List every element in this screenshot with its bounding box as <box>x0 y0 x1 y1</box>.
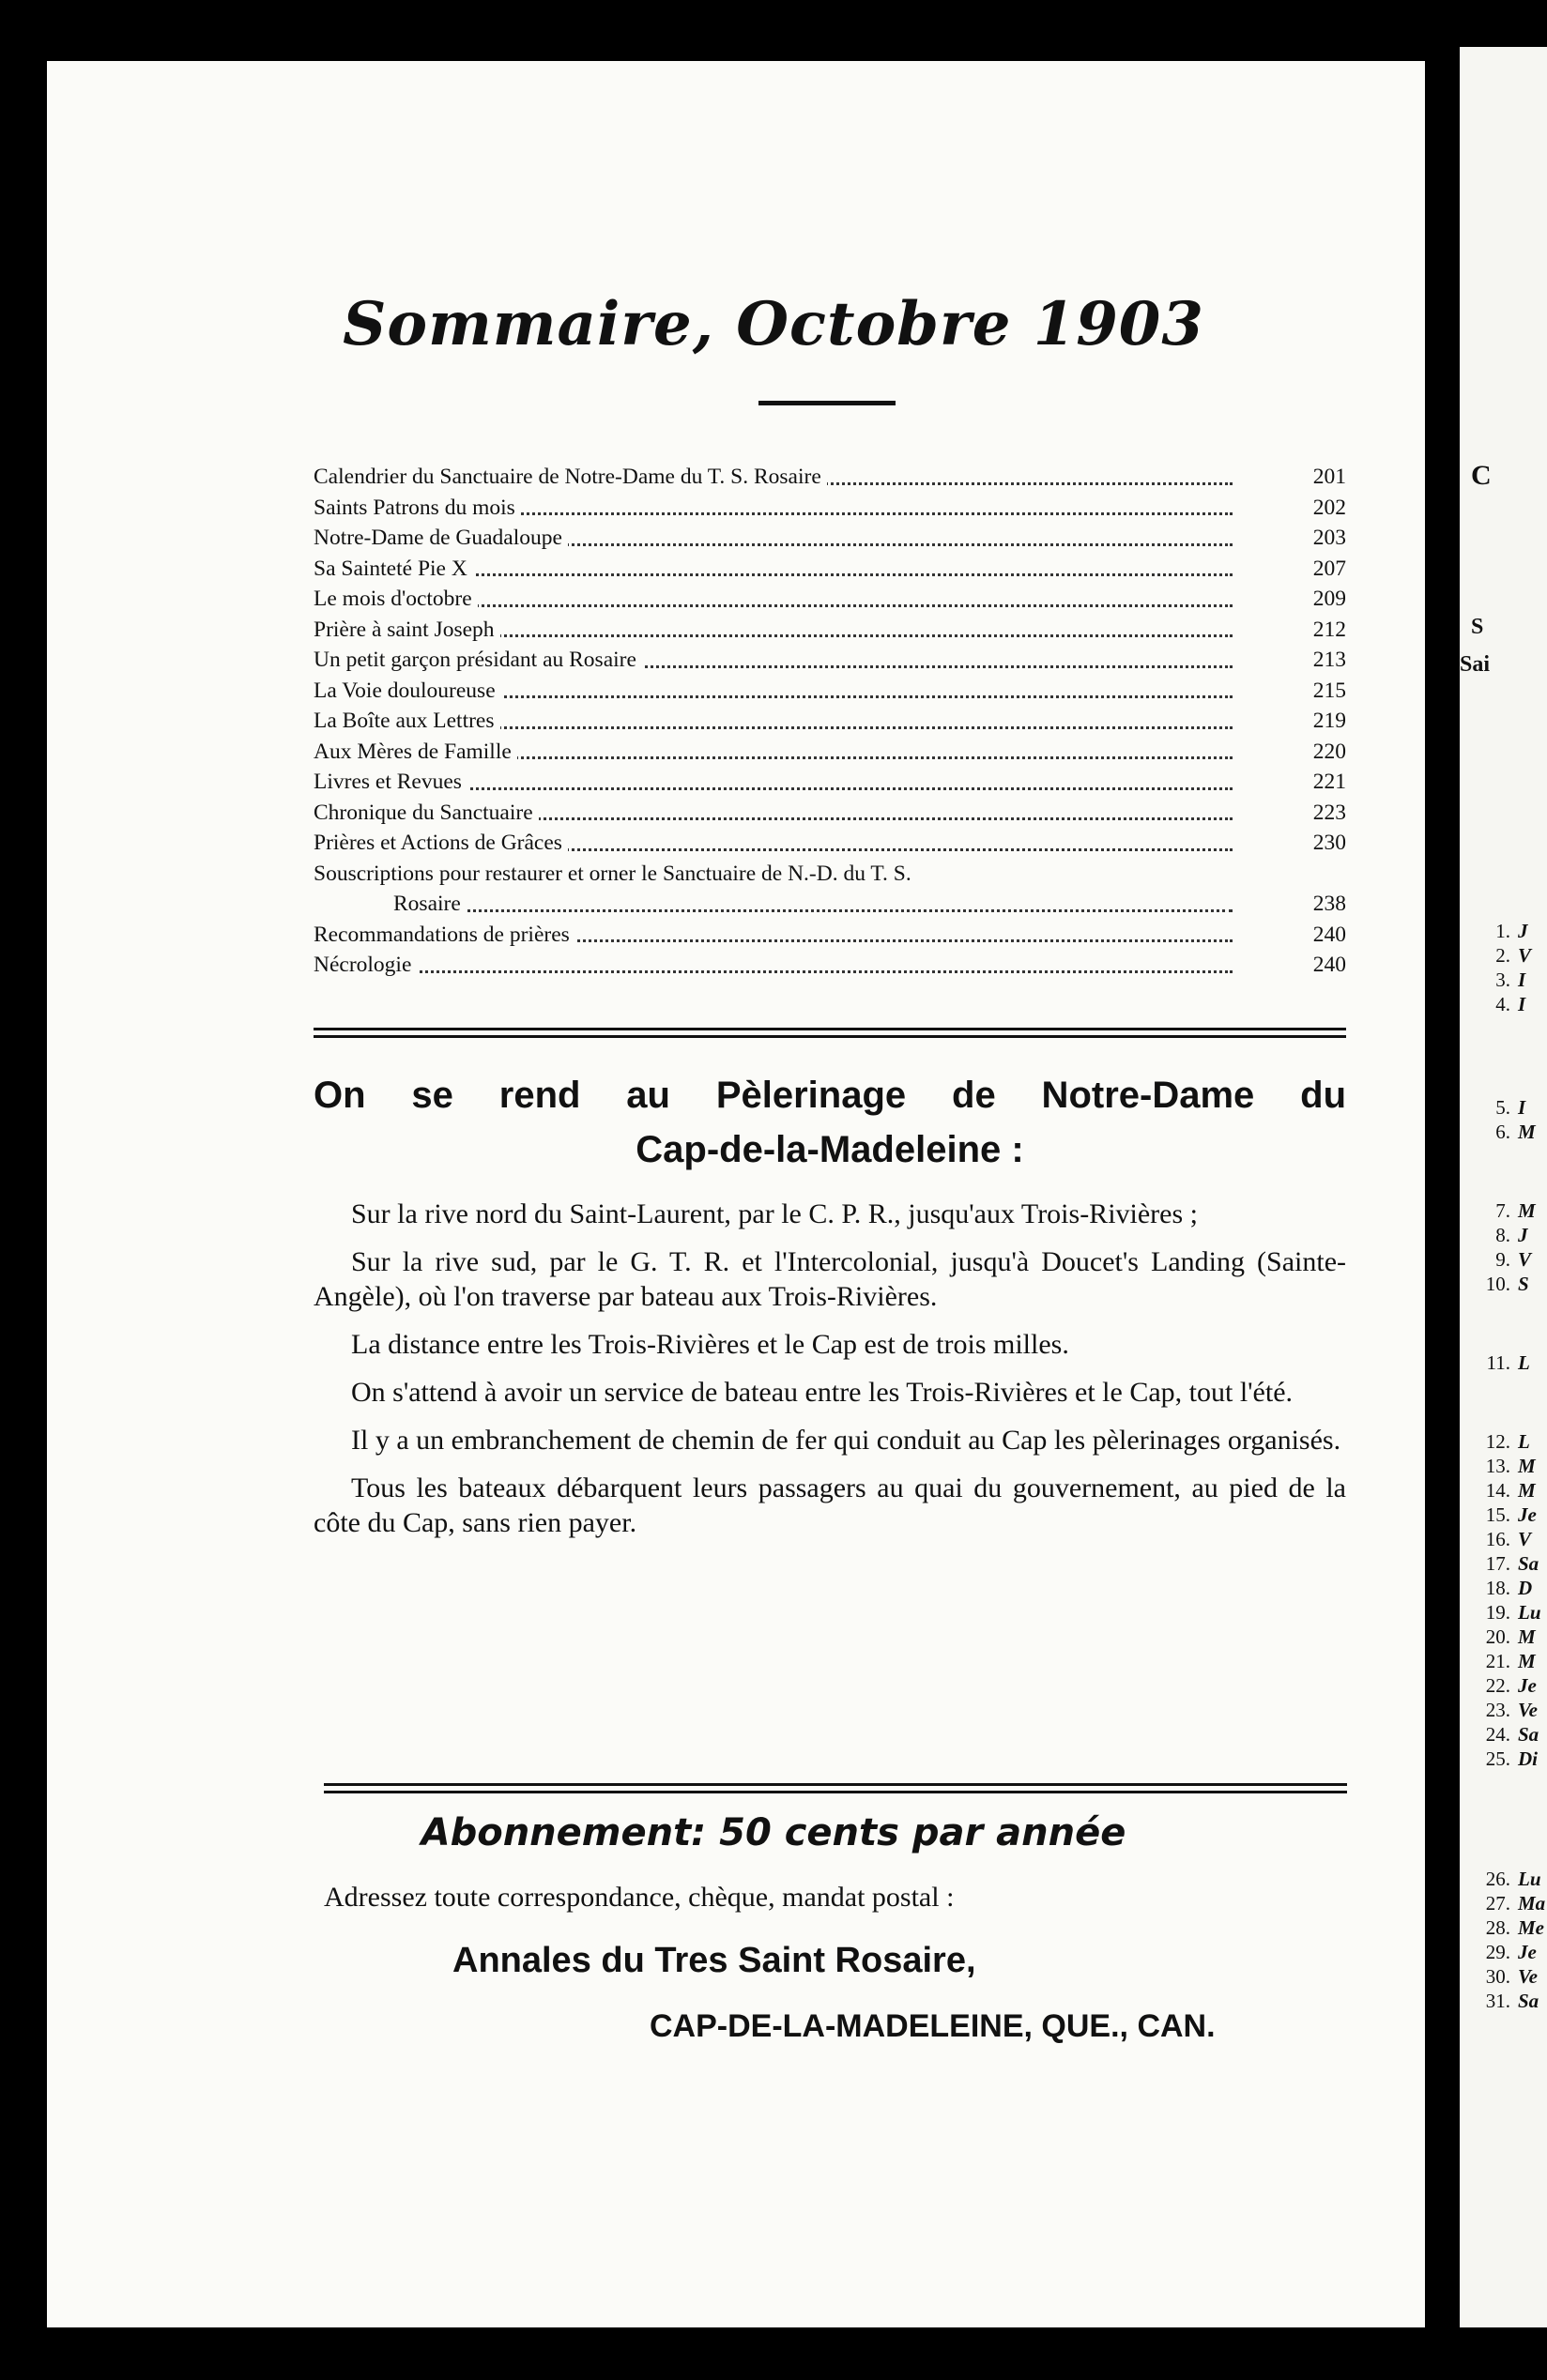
right-page-row <box>1471 1528 1547 1551</box>
paragraph: Il y a un embranchement de chemin de fer qui conduit au Cap les pèlerinages organisés. <box>351 1425 1341 1456</box>
day-label-fragment: Lu <box>1518 1601 1541 1624</box>
paragraph: On s'attend à avoir un service de bateau entre les Trois-Rivières et le Cap, tout l'été. <box>351 1377 1294 1408</box>
right-page-row <box>1471 1601 1547 1625</box>
right-page-row <box>1471 1577 1547 1600</box>
day-number: 1. <box>1495 920 1510 942</box>
toc-entry <box>393 889 1238 920</box>
toc-page-number: 213 <box>1312 648 1346 672</box>
toc-entry <box>314 798 1238 829</box>
toc-row <box>314 554 1346 585</box>
toc-row <box>314 950 1346 981</box>
toc-page-number: 203 <box>1312 526 1346 550</box>
day-label-fragment: S <box>1518 1273 1529 1295</box>
toc-page-number: 212 <box>1312 617 1346 642</box>
toc-entry <box>314 828 1238 859</box>
section-divider <box>324 1783 1347 1793</box>
toc-entry <box>314 859 1346 890</box>
day-number: 20. <box>1485 1625 1510 1648</box>
day-number: 15. <box>1485 1503 1510 1526</box>
day-number: 31. <box>1485 1990 1510 2012</box>
day-number: 25. <box>1485 1747 1510 1770</box>
toc-page-number: 240 <box>1312 953 1346 977</box>
right-page-row <box>1471 1248 1547 1272</box>
day-number: 18. <box>1485 1577 1510 1599</box>
right-page-row <box>1471 1096 1547 1120</box>
day-number: 9. <box>1495 1248 1510 1271</box>
pilgrimage-paragraphs <box>314 1197 1346 1553</box>
toc-page-number: 238 <box>1312 892 1346 916</box>
day-number: 16. <box>1485 1528 1510 1550</box>
day-label-fragment: M <box>1518 1455 1536 1477</box>
day-label-fragment: V <box>1518 1248 1532 1271</box>
table-of-contents <box>314 462 1346 981</box>
day-number: 28. <box>1485 1916 1510 1939</box>
toc-page-number: 219 <box>1312 709 1346 733</box>
toc-title: Prières et Actions de Grâces <box>314 831 568 855</box>
toc-title: La Boîte aux Lettres <box>314 709 500 733</box>
right-page-row <box>1471 1699 1547 1722</box>
day-label-fragment: Sa <box>1518 1723 1539 1746</box>
toc-entry <box>314 676 1238 707</box>
toc-page-number: 201 <box>1312 465 1346 489</box>
right-page-row <box>1471 944 1547 968</box>
day-number: 24. <box>1485 1723 1510 1746</box>
day-label-fragment: D <box>1518 1577 1533 1599</box>
right-page-row <box>1471 969 1547 992</box>
right-page-row <box>1471 1430 1547 1454</box>
toc-row <box>314 798 1346 829</box>
right-page-row <box>1471 1650 1547 1673</box>
toc-page-number: 209 <box>1312 587 1346 611</box>
day-number: 10. <box>1485 1273 1510 1295</box>
toc-row <box>314 676 1346 707</box>
day-label-fragment: Je <box>1518 1503 1537 1526</box>
day-number: 21. <box>1485 1650 1510 1672</box>
day-label-fragment: I <box>1518 1096 1526 1119</box>
toc-title: Notre-Dame de Guadaloupe <box>314 526 568 550</box>
toc-title: Saints Patrons du mois <box>314 496 521 520</box>
right-page-heading: C <box>1471 460 1492 491</box>
right-page-row <box>1471 1503 1547 1527</box>
title-divider <box>758 401 896 405</box>
toc-row <box>314 645 1346 676</box>
day-number: 3. <box>1495 969 1510 991</box>
pilgrimage-heading-line2: Cap-de-la-Madeleine : <box>636 1129 1024 1170</box>
toc-row <box>314 889 1346 920</box>
day-label-fragment: M <box>1518 1650 1536 1672</box>
right-page-row <box>1471 1199 1547 1223</box>
toc-page-number: 221 <box>1312 770 1346 794</box>
publication-place: CAP-DE-LA-MADELEINE, QUE., CAN. <box>650 2008 1216 2044</box>
day-number: 23. <box>1485 1699 1510 1721</box>
paragraph: Tous les bateaux débarquent leurs passagers au quai du gouvernement, au pied de la côte du Cap, sans rien payer. <box>314 1472 1346 1538</box>
right-page-row <box>1471 1224 1547 1247</box>
day-label-fragment: Sa <box>1518 1552 1539 1575</box>
right-page-row <box>1471 993 1547 1016</box>
day-label-fragment: Ve <box>1518 1699 1538 1721</box>
toc-page-number: 215 <box>1312 678 1346 703</box>
day-number: 13. <box>1485 1455 1510 1477</box>
day-number: 12. <box>1485 1430 1510 1453</box>
right-page-row <box>1471 1121 1547 1144</box>
toc-title: Aux Mères de Famille <box>314 740 517 764</box>
day-label-fragment: V <box>1518 1528 1532 1550</box>
toc-title: La Voie douloureuse <box>314 679 501 703</box>
day-number: 27. <box>1485 1892 1510 1915</box>
day-number: 22. <box>1485 1674 1510 1697</box>
toc-row <box>314 584 1346 615</box>
toc-entry <box>314 767 1238 798</box>
right-page-row <box>1471 1723 1547 1747</box>
toc-title: Prière à saint Joseph <box>314 618 500 642</box>
publication-name: Annales du Tres Saint Rosaire, <box>452 1941 976 1980</box>
toc-entry <box>314 554 1238 585</box>
right-page-row <box>1471 1892 1547 1915</box>
right-page-row <box>1471 1941 1547 1964</box>
toc-title: Rosaire <box>393 892 467 916</box>
toc-title: Calendrier du Sanctuaire de Notre-Dame du T. S. Rosaire <box>314 465 827 489</box>
toc-row <box>314 462 1346 493</box>
day-number: 11. <box>1486 1351 1510 1374</box>
day-label-fragment: M <box>1518 1121 1536 1143</box>
paragraph: La distance entre les Trois-Rivières et le Cap est de trois milles. <box>351 1329 1069 1360</box>
day-number: 2. <box>1495 944 1510 967</box>
day-label-fragment: M <box>1518 1625 1536 1648</box>
day-label-fragment: Lu <box>1518 1868 1541 1890</box>
day-number: 19. <box>1485 1601 1510 1624</box>
day-label-fragment: Je <box>1518 1674 1537 1697</box>
toc-entry <box>314 584 1238 615</box>
toc-title: Souscriptions pour restaurer et orner le Sanctuaire de N.-D. du T. S. <box>314 862 917 886</box>
day-label-fragment: L <box>1518 1351 1530 1374</box>
day-label-fragment: Ma <box>1518 1892 1546 1915</box>
right-page-row <box>1471 1965 1547 1989</box>
subscription-heading: Abonnement: 50 cents par année <box>421 1811 1126 1854</box>
right-page-row <box>1471 1916 1547 1940</box>
right-page-row <box>1471 1868 1547 1891</box>
day-number: 26. <box>1485 1868 1510 1890</box>
toc-row <box>314 493 1346 524</box>
toc-title: Chronique du Sanctuaire <box>314 801 539 825</box>
day-label-fragment: Ve <box>1518 1965 1538 1988</box>
left-page <box>47 61 1425 2327</box>
day-label-fragment: L <box>1518 1430 1530 1453</box>
day-label-fragment: M <box>1518 1479 1536 1502</box>
toc-entry <box>314 950 1238 981</box>
toc-row <box>314 920 1346 951</box>
right-page-heading: Sai <box>1460 652 1491 677</box>
day-label-fragment: I <box>1518 993 1526 1015</box>
day-number: 8. <box>1495 1224 1510 1246</box>
toc-title: Nécrologie <box>314 953 417 977</box>
toc-title: Recommandations de prières <box>314 923 575 947</box>
right-page-row <box>1471 1747 1547 1771</box>
paragraph: Sur la rive sud, par le G. T. R. et l'Intercolonial, jusqu'à Doucet's Landing (Sainte-Angèle), où l'on traverse par bateau aux Trois-Rivières. <box>314 1246 1346 1312</box>
toc-row <box>314 523 1346 554</box>
pilgrimage-heading <box>314 1068 1346 1177</box>
address-line: Adressez toute correspondance, chèque, mandat postal : <box>324 1882 955 1913</box>
toc-page-number: 220 <box>1312 739 1346 764</box>
day-number: 5. <box>1495 1096 1510 1119</box>
right-page-row <box>1471 1625 1547 1649</box>
day-label-fragment: J <box>1518 1224 1528 1246</box>
right-page-heading: S <box>1471 615 1484 639</box>
toc-page-number: 207 <box>1312 556 1346 581</box>
toc-entry <box>314 462 1238 493</box>
day-label-fragment: Sa <box>1518 1990 1539 2012</box>
day-number: 7. <box>1495 1199 1510 1222</box>
day-label-fragment: Je <box>1518 1941 1537 1963</box>
page-title: Sommaire, Octobre 1903 <box>343 289 1204 359</box>
toc-title: Le mois d'octobre <box>314 587 478 611</box>
day-number: 30. <box>1485 1965 1510 1988</box>
day-number: 6. <box>1495 1121 1510 1143</box>
toc-title: Sa Sainteté Pie X <box>314 557 473 581</box>
day-number: 14. <box>1485 1479 1510 1502</box>
toc-row <box>314 615 1346 646</box>
toc-page-number: 230 <box>1312 831 1346 855</box>
toc-entry <box>314 920 1238 951</box>
right-page-edge <box>1460 47 1547 2327</box>
day-number: 29. <box>1485 1941 1510 1963</box>
toc-entry <box>314 615 1238 646</box>
toc-row <box>314 859 1346 890</box>
right-page-row <box>1471 1455 1547 1478</box>
right-page-row <box>1471 1479 1547 1503</box>
right-page-row <box>1471 1990 1547 2013</box>
day-label-fragment: M <box>1518 1199 1536 1222</box>
pilgrimage-heading-line1: On se rend au Pèlerinage de Notre-Dame du <box>314 1075 1346 1116</box>
right-page-row <box>1471 1273 1547 1296</box>
toc-entry <box>314 706 1238 737</box>
day-label-fragment: I <box>1518 969 1526 991</box>
toc-row <box>314 828 1346 859</box>
toc-row <box>314 737 1346 768</box>
day-label-fragment: Me <box>1518 1916 1544 1939</box>
paragraph: Sur la rive nord du Saint-Laurent, par le C. P. R., jusqu'aux Trois-Rivières ; <box>351 1198 1198 1229</box>
toc-entry <box>314 645 1238 676</box>
right-page-row <box>1471 1552 1547 1576</box>
right-page-row <box>1471 1351 1547 1375</box>
toc-page-number: 202 <box>1312 495 1346 520</box>
toc-title: Livres et Revues <box>314 770 467 794</box>
toc-page-number: 240 <box>1312 922 1346 947</box>
day-number: 4. <box>1495 993 1510 1015</box>
day-number: 17. <box>1485 1552 1510 1575</box>
toc-entry <box>314 493 1238 524</box>
section-divider <box>314 1028 1346 1038</box>
day-label-fragment: J <box>1518 920 1528 942</box>
toc-title: Un petit garçon présidant au Rosaire <box>314 648 642 672</box>
toc-page-number: 223 <box>1312 800 1346 825</box>
toc-row <box>314 706 1346 737</box>
day-label-fragment: V <box>1518 944 1532 967</box>
toc-entry <box>314 737 1238 768</box>
toc-entry <box>314 523 1238 554</box>
right-page-row <box>1471 1674 1547 1698</box>
day-label-fragment: Di <box>1518 1747 1538 1770</box>
right-page-row <box>1471 920 1547 943</box>
toc-row <box>314 767 1346 798</box>
